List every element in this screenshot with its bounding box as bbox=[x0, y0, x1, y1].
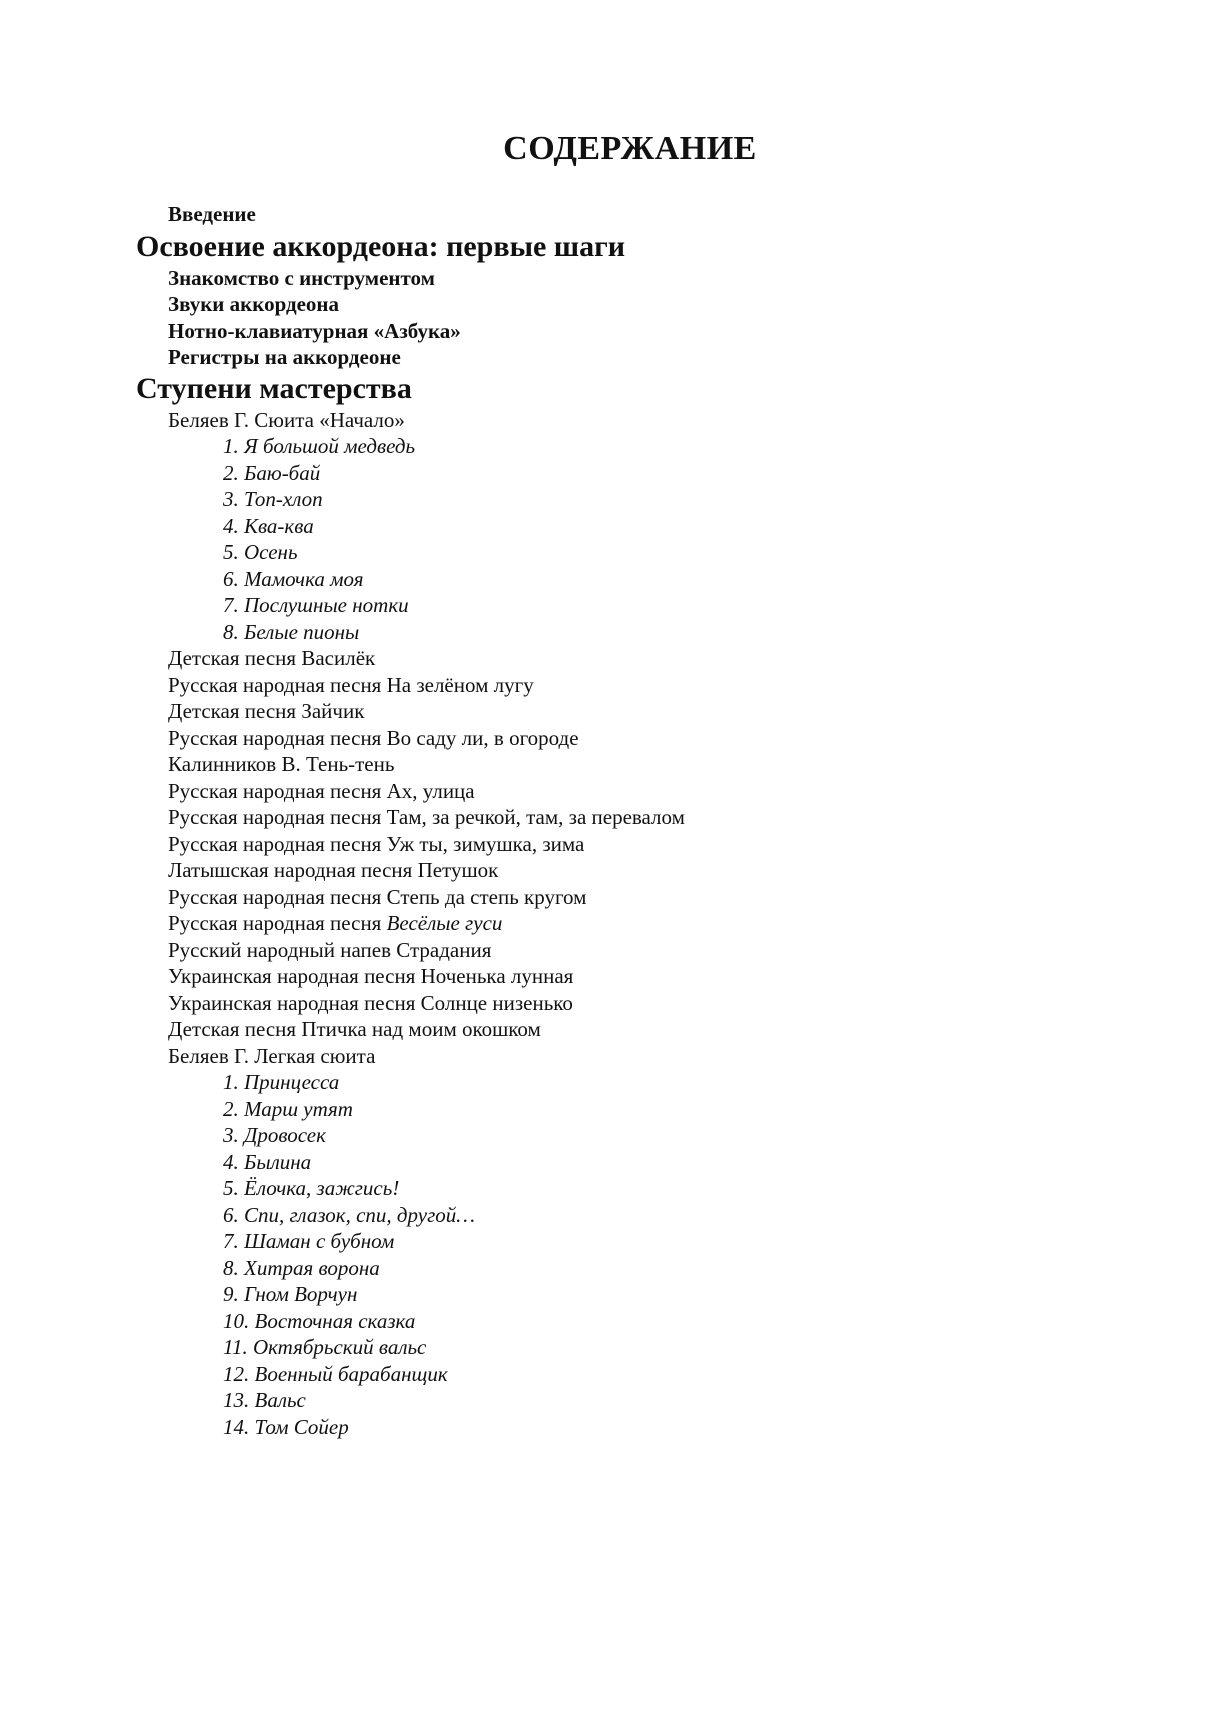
toc-entry-label: Русская народная песня Там, за речкой, там, за перевалом bbox=[168, 805, 689, 829]
toc-entry-label: 8. Хитрая ворона bbox=[223, 1256, 384, 1280]
toc-entry-label: 1. Я большой медведь bbox=[223, 434, 419, 458]
section-heading: Освоение аккордеона: первые шаги bbox=[136, 229, 626, 263]
toc-entry-label: Русская народная песня Весёлые гуси bbox=[168, 911, 510, 935]
toc-entry-label: 5. Осень bbox=[223, 540, 302, 564]
toc-entry-label: 13. Вальс bbox=[223, 1388, 310, 1412]
toc-entry-label: Детская песня Василёк bbox=[168, 646, 379, 670]
toc-entry-label-italic: Весёлые гуси bbox=[381, 911, 506, 935]
toc-entry-label: Русская народная песня Ах, улица bbox=[168, 779, 479, 803]
toc-entry-label: 4. Ква-ква bbox=[223, 514, 318, 538]
toc-entry-label: 1. Принцесса bbox=[223, 1070, 343, 1094]
toc-entry-label: Украинская народная песня Солнце низенько bbox=[168, 991, 577, 1015]
suite-title: Беляев Г. Легкая сюита bbox=[168, 1043, 376, 1068]
toc-entry-label: Латышская народная песня Петушок bbox=[168, 858, 502, 882]
toc-entry-label: 2. Марш утят bbox=[223, 1097, 357, 1121]
suite-title: Беляев Г. Сюита «Начало» bbox=[168, 407, 405, 432]
toc-entry-label: 12. Военный барабанщик bbox=[223, 1362, 452, 1386]
toc-entry-label: Русская народная песня Во саду ли, в огороде bbox=[168, 726, 583, 750]
toc-entry-label: 4. Былина bbox=[223, 1150, 315, 1174]
toc-entry-label: Детская песня Зайчик bbox=[168, 699, 368, 723]
toc-entry-label: 2. Баю-бай bbox=[223, 461, 324, 485]
toc-entry-label: Нотно-клавиатурная «Азбука» bbox=[168, 319, 465, 343]
toc-entry-label: 3. Топ-хлоп bbox=[223, 487, 327, 511]
toc-entry-label: Звуки аккордеона bbox=[168, 292, 343, 316]
toc-entry-label: Русская народная песня Уж ты, зимушка, зима bbox=[168, 832, 588, 856]
toc-entry-label: Знакомство с инструментом bbox=[168, 266, 439, 290]
toc-entry-label: 7. Послушные нотки bbox=[223, 593, 413, 617]
toc-entry-label: Введение bbox=[168, 202, 260, 226]
toc-entry-label: 14. Том Сойер bbox=[223, 1415, 353, 1439]
page-title: СОДЕРЖАНИЕ bbox=[503, 130, 757, 167]
toc-entry-label: Детская песня Птичка над моим окошком bbox=[168, 1017, 545, 1041]
toc-entry-label: Калинников В. Тень-тень bbox=[168, 752, 398, 776]
toc-entry-label: 3. Дровосек bbox=[223, 1123, 330, 1147]
toc-entry-label: 9. Гном Ворчун bbox=[223, 1282, 361, 1306]
toc-entry-label: Регистры на аккордеоне bbox=[168, 345, 405, 369]
toc-entry-label: Русская народная песня На зелёном лугу bbox=[168, 673, 538, 697]
toc-entry-label: 11. Октябрьский вальс bbox=[223, 1335, 430, 1359]
toc-entry-label: 6. Спи, глазок, спи, другой… bbox=[223, 1203, 479, 1227]
toc-entry-label: 5. Ёлочка, зажгись! bbox=[223, 1176, 403, 1200]
toc-entry-label: 8. Белые пионы bbox=[223, 620, 363, 644]
toc-entry-label: Украинская народная песня Ноченька лунная bbox=[168, 964, 577, 988]
toc-entry-label: 7. Шаман с бубном bbox=[223, 1229, 398, 1253]
toc-entry-label: 6. Мамочка моя bbox=[223, 567, 368, 591]
toc-entry-label: 10. Восточная сказка bbox=[223, 1309, 419, 1333]
section-heading: Ступени мастерства bbox=[136, 371, 412, 405]
toc-entry-label: Русская народная песня Степь да степь кругом bbox=[168, 885, 590, 909]
toc-entry-label: Русский народный напев Страдания bbox=[168, 938, 495, 962]
